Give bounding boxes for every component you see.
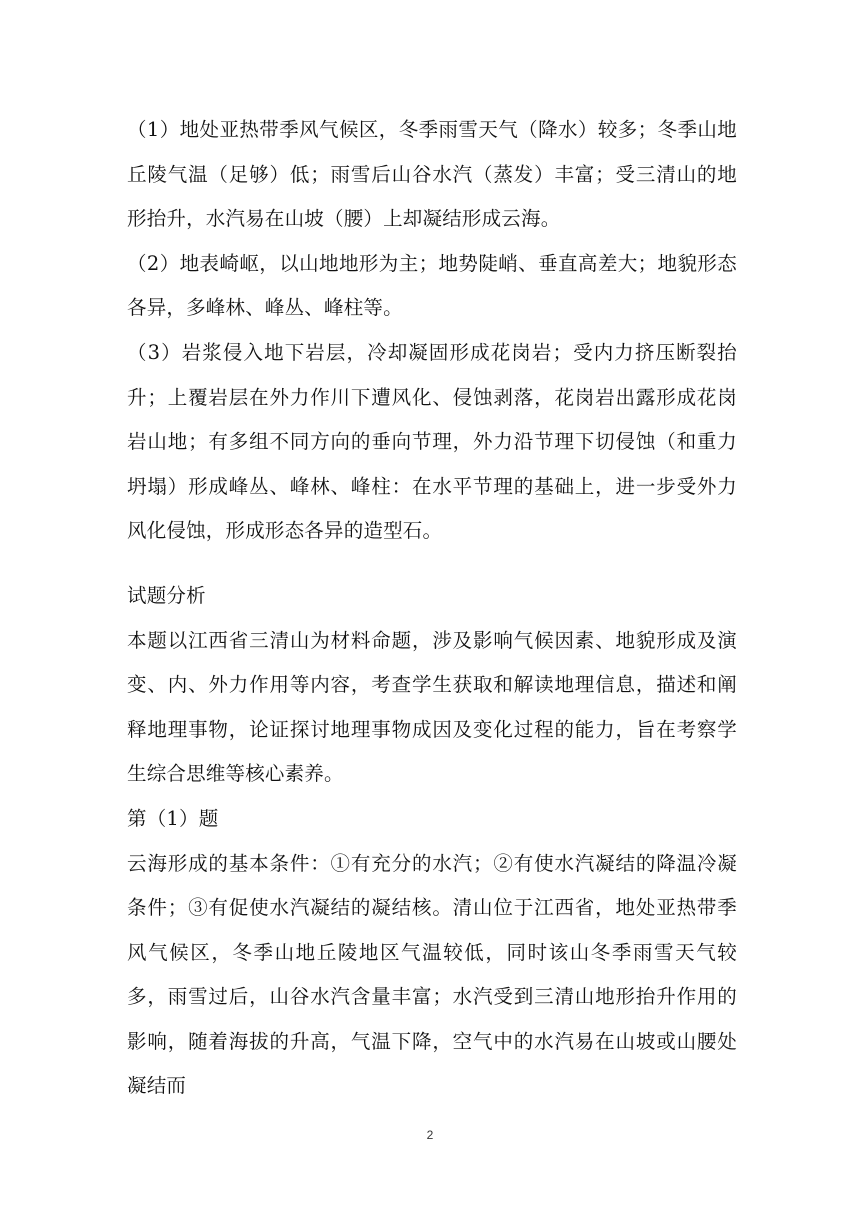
answer-3: （3）岩浆侵入地下岩层，冷却凝固形成花岗岩；受内力挤压断裂抬升；上覆岩层在外力作川下遭风化、侵蚀剥落，花岗岩出露形成花岗岩山地；有多组不同方向的垂向节理，外力沿节理下切侵蚀（和重力坍塌）形成峰丛、峰林、峰柱：在水平节理的基础上，进一步受外力风化侵蚀，形成形态各异的造型石。 — [127, 340, 737, 543]
section-gap — [127, 554, 737, 574]
analysis-summary: 本题以江西省三清山为材料命题，涉及影响气候因素、地貌形成及演变、内、外力作用等内容，考查学生获取和解读地理信息，描述和阐释地理事物，论证探讨地理事物成因及变化过程的能力，旨在考察学生综合思维等核心素养。 — [127, 628, 737, 786]
question-1-heading: 第（1）题 — [127, 806, 219, 830]
page-number: 2 — [426, 1128, 434, 1142]
analysis-heading: 试题分析 — [127, 583, 206, 607]
page-content — [127, 108, 737, 1109]
answer-2: （2）地表崎岖，以山地地形为主；地势陡峭、垂直高差大；地貌形态各异，多峰林、峰丛、峰柱等。 — [127, 251, 737, 320]
question-1-analysis: 云海形成的基本条件：①有充分的水汽；②有使水汽凝结的降温冷凝条件；③有促使水汽凝结的凝结核。清山位于江西省，地处亚热带季风气候区，冬季山地丘陵地区气温较低，同时该山冬季雨雪天气较多，雨雪过后，山谷水汽含量丰富；水汽受到三清山地形抬升作用的影响，随着海拔的升高，气温下降，空气中的水汽易在山坡或山腰处凝结而 — [127, 851, 737, 1098]
answer-1: （1）地处亚热带季风气候区，冬季雨雪天气（降水）较多；冬季山地丘陵气温（足够）低；雨雪后山谷水汽（蒸发）丰富；受三清山的地形抬升，水汽易在山坡（腰）上却凝结形成云海。 — [127, 118, 737, 231]
